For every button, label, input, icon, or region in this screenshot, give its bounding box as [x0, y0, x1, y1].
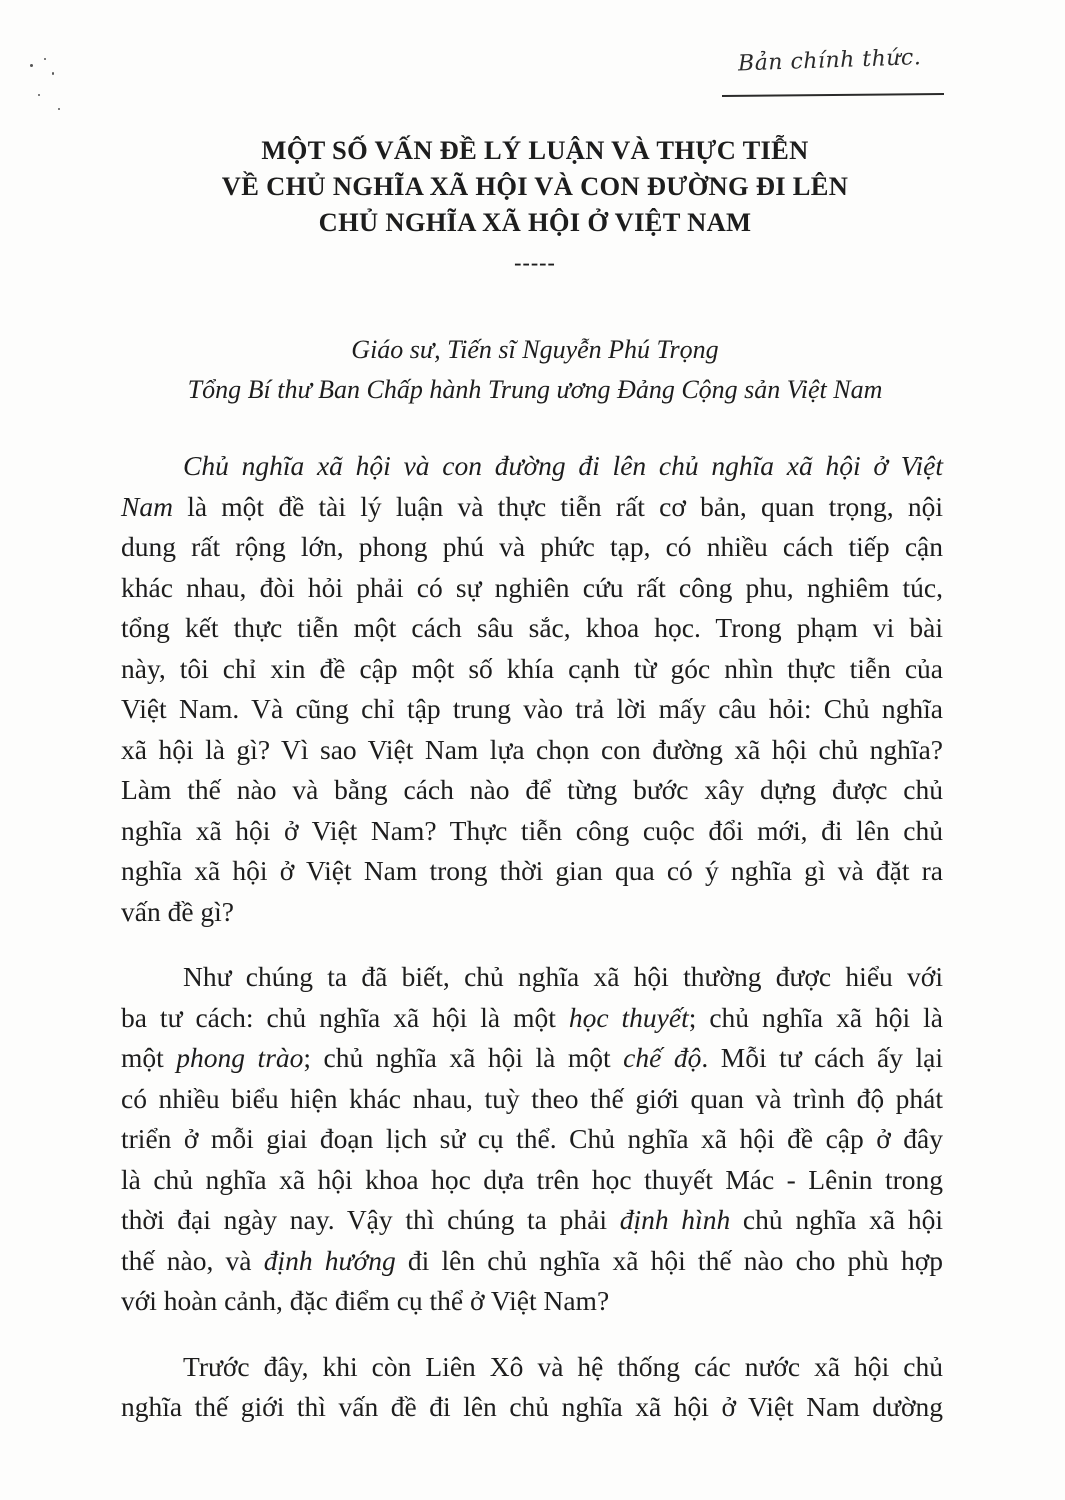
text-line: nghĩa xã hội ở Việt Nam? Thực tiễn công cuộc đổi mới, đi lên chủ [121, 814, 943, 846]
text-run: ba tư cách: chủ nghĩa xã hội là một [121, 1001, 569, 1033]
title-line: CHỦ NGHĨA XÃ HỘI Ở VIỆT NAM [318, 207, 752, 237]
text-run: một [121, 1042, 177, 1073]
document-body [121, 446, 943, 1453]
text-line [121, 998, 943, 1039]
emphasis-text: định hướng [263, 1244, 396, 1276]
text-line: có nhiều biểu hiện khác nhau, tuỳ theo thế giới quan và trình độ phát [121, 1082, 943, 1114]
text-run: chủ nghĩa xã hội [730, 1204, 943, 1235]
text-line [121, 1038, 943, 1079]
text-run: là một đề tài lý luận và thực tiễn rất cơ bản, quan trọng, nội [172, 490, 943, 522]
text-line: nghĩa thế giới thì vấn đề đi lên chủ nghĩa xã hội ở Việt Nam dường [121, 1391, 943, 1422]
scan-speck [44, 58, 46, 60]
text-run: thời đại ngày nay. Vậy thì chúng ta phải [121, 1204, 620, 1235]
text-line: xã hội là gì? Vì sao Việt Nam lựa chọn con đường xã hội chủ nghĩa? [121, 733, 943, 765]
author-block [150, 330, 920, 410]
scan-speck [58, 108, 60, 110]
handwritten-note: Bản chính thức. [737, 45, 922, 77]
scan-speck [38, 94, 40, 96]
document-title [150, 132, 920, 240]
text-line: Làm thế nào và bằng cách nào để từng bước xây dựng được chủ [121, 774, 943, 805]
title-separator: ----- [514, 250, 556, 275]
text-run: thế nào, và [121, 1244, 264, 1276]
text-line: tổng kết thực tiễn một cách sâu sắc, khoa học. Trong phạm vi bài [121, 612, 943, 643]
emphasis-text: học thuyết [568, 1001, 689, 1033]
text-line: này, tôi chỉ xin đề cập một số khía cạnh từ góc nhìn thực tiễn của [121, 652, 943, 684]
paragraph-3 [121, 1347, 943, 1428]
paragraph-2 [121, 957, 943, 1322]
text-line: dung rất rộng lớn, phong phú và phức tạp, có nhiều cách tiếp cận [121, 531, 943, 562]
text-line: Như chúng ta đã biết, chủ nghĩa xã hội thường được hiểu với [183, 961, 943, 992]
text-line: với hoàn cảnh, đặc điểm cụ thể ở Việt Nam? [121, 1285, 610, 1316]
title-line: MỘT SỐ VẤN ĐỀ LÝ LUẬN VÀ THỰC TIỄN [261, 135, 809, 165]
scan-speck [30, 64, 33, 67]
text-line: nghĩa xã hội ở Việt Nam trong thời gian qua có ý nghĩa gì và đặt ra [121, 855, 943, 886]
text-line: Trước đây, khi còn Liên Xô và hệ thống các nước xã hội chủ [183, 1350, 943, 1382]
text-run: đi lên chủ nghĩa xã hội thế nào cho phù hợp [395, 1244, 943, 1276]
text-line: khác nhau, đòi hỏi phải có sự nghiên cứu rất công phu, nghiêm túc, [121, 571, 943, 603]
emphasis-text: Nam [121, 490, 173, 522]
text-line: Việt Nam. Và cũng chỉ tập trung vào trả lời mấy câu hỏi: Chủ nghĩa [121, 693, 943, 724]
emphasis-text: định hình [619, 1204, 731, 1235]
text-line: là chủ nghĩa xã hội khoa học dựa trên học thuyết Mác - Lênin trong [121, 1163, 943, 1195]
text-line [121, 487, 943, 528]
title-line: VỀ CHỦ NGHĨA XÃ HỘI VÀ CON ĐƯỜNG ĐI LÊN [221, 171, 849, 201]
text-run: ; chủ nghĩa xã hội là một [303, 1042, 624, 1073]
text-line: vấn đề gì? [121, 895, 235, 927]
scan-speck [52, 72, 54, 75]
paragraph-1 [121, 446, 943, 932]
text-line [121, 1241, 943, 1282]
text-run: . Mỗi tư cách ấy lại [701, 1042, 943, 1073]
handwritten-underline [722, 93, 944, 97]
emphasis-text: Chủ nghĩa xã hội và con đường đi lên chủ nghĩa xã hội ở Việt [183, 450, 943, 481]
text-line [121, 1200, 943, 1241]
text-line: triển ở mỗi giai đoạn lịch sử cụ thể. Chủ nghĩa xã hội đề cập ở đây [121, 1123, 943, 1154]
emphasis-text: chế độ [623, 1042, 702, 1073]
text-line [121, 446, 943, 487]
emphasis-text: phong trào [176, 1042, 304, 1073]
author-name: Giáo sư, Tiến sĩ Nguyễn Phú Trọng [351, 335, 719, 364]
author-position: Tổng Bí thư Ban Chấp hành Trung ương Đảng Cộng sản Việt Nam [187, 375, 883, 404]
text-run: ; chủ nghĩa xã hội là [688, 1001, 943, 1033]
